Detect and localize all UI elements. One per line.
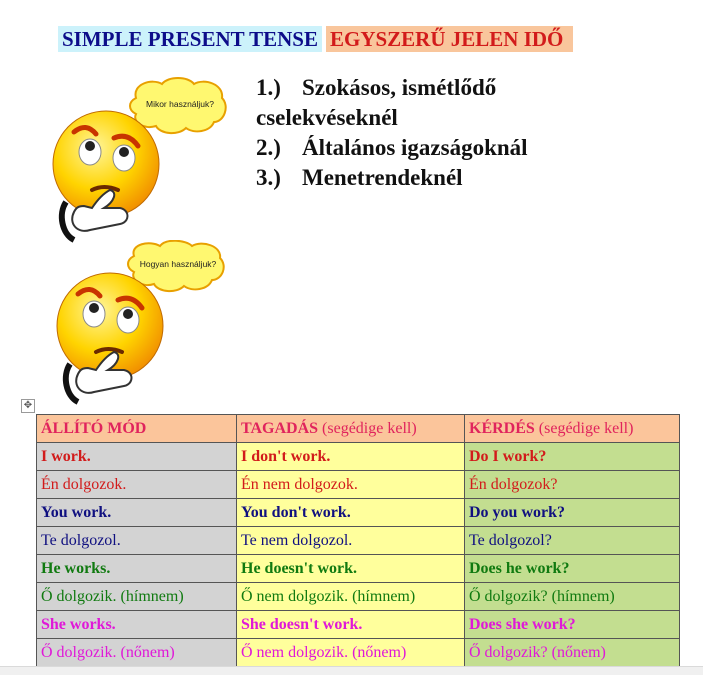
table-cell: She works. xyxy=(37,611,237,639)
table-row xyxy=(37,611,680,639)
table-cell: He works. xyxy=(37,555,237,583)
table-cell: Én dolgozok. xyxy=(37,471,237,499)
table-row xyxy=(37,443,680,471)
title-english: SIMPLE PRESENT TENSE xyxy=(58,26,322,52)
header-affirmative: ÁLLÍTÓ MÓD xyxy=(37,415,237,443)
table-row xyxy=(37,555,680,583)
table-cell: I don't work. xyxy=(237,443,465,471)
table-cell: Ő dolgozik? (hímnem) xyxy=(465,583,680,611)
table-header-row xyxy=(37,415,680,443)
table-cell: Do you work? xyxy=(465,499,680,527)
table-row xyxy=(37,471,680,499)
table-cell: Ő nem dolgozik. (hímnem) xyxy=(237,583,465,611)
list-item-continuation: cselekvéseknél xyxy=(256,105,398,130)
table-cell: Does she work? xyxy=(465,611,680,639)
move-handle-icon[interactable]: ✥ xyxy=(21,399,35,413)
header-negative: TAGADÁS (segédige kell) xyxy=(237,415,465,443)
bubble-when-text: Mikor használjuk? xyxy=(145,99,215,109)
table-cell: You don't work. xyxy=(237,499,465,527)
table-row xyxy=(37,583,680,611)
table-cell: Én nem dolgozok. xyxy=(237,471,465,499)
table-cell: He doesn't work. xyxy=(237,555,465,583)
table-cell: I work. xyxy=(37,443,237,471)
list-item: 1.) Szokásos, ismétlődő xyxy=(256,75,497,100)
conjugation-table xyxy=(36,414,680,667)
table-cell: Does he work? xyxy=(465,555,680,583)
thinking-face-icon xyxy=(44,74,234,244)
table-cell: Te dolgozol? xyxy=(465,527,680,555)
table-row xyxy=(37,499,680,527)
table-cell: Ő nem dolgozik. (nőnem) xyxy=(237,639,465,667)
table-cell: She doesn't work. xyxy=(237,611,465,639)
usage-list xyxy=(256,73,528,193)
table-cell: Te nem dolgozol. xyxy=(237,527,465,555)
table-cell: Ő dolgozik. (hímnem) xyxy=(37,583,237,611)
list-item: 3.) Menetrendeknél xyxy=(256,165,463,190)
list-item: 2.) Általános igazságoknál xyxy=(256,135,528,160)
table-cell: You work. xyxy=(37,499,237,527)
table-row xyxy=(37,527,680,555)
table-cell: Én dolgozok? xyxy=(465,471,680,499)
bubble-how-text: Hogyan használjuk? xyxy=(139,259,217,269)
thinking-face-icon xyxy=(52,240,242,410)
page-title xyxy=(58,26,573,52)
table-row xyxy=(37,639,680,667)
table-cell: Ő dolgozik? (nőnem) xyxy=(465,639,680,667)
table-cell: Te dolgozol. xyxy=(37,527,237,555)
header-question: KÉRDÉS (segédige kell) xyxy=(465,415,680,443)
title-hungarian: EGYSZERŰ JELEN IDŐ xyxy=(326,26,573,52)
table-cell: Do I work? xyxy=(465,443,680,471)
table-cell: Ő dolgozik. (nőnem) xyxy=(37,639,237,667)
